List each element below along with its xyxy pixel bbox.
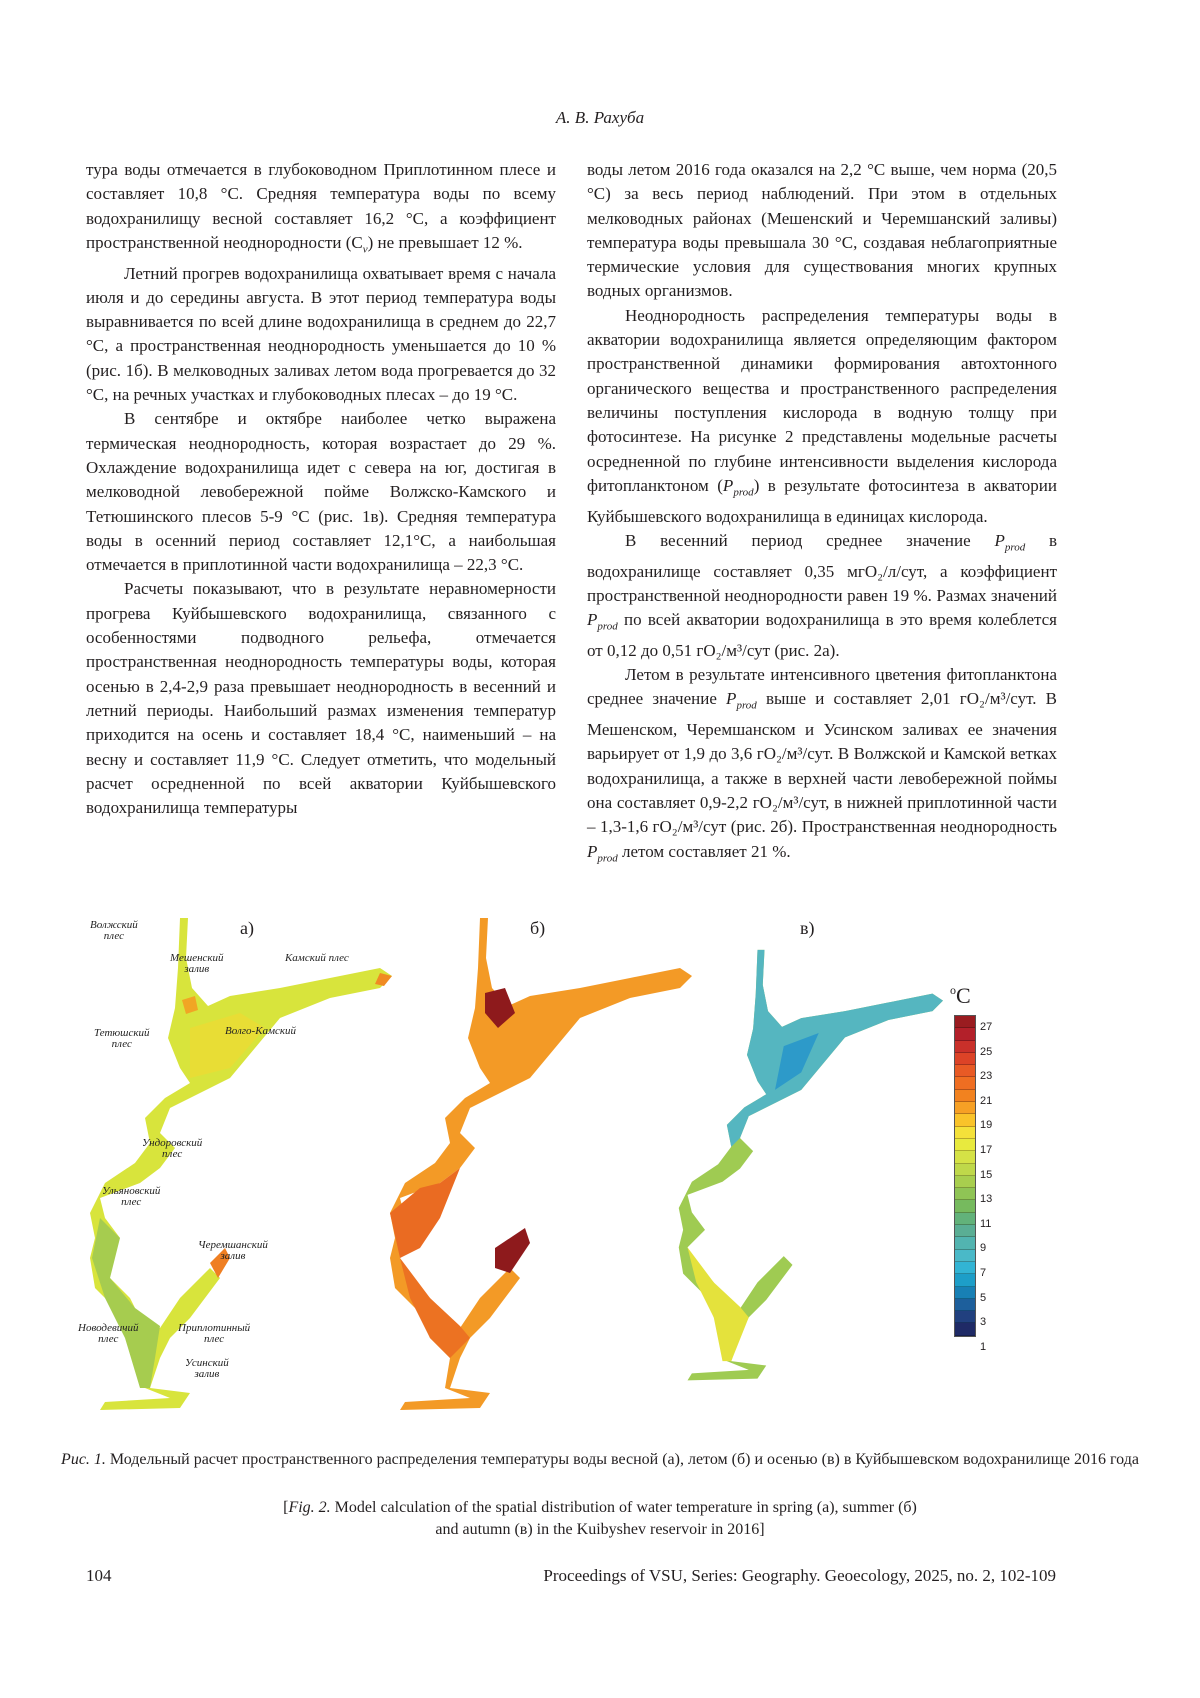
colorbar-gradient: [954, 1015, 976, 1337]
caption-text: Model calculation of the spatial distribution of water temperature in spring (а), summer (б) and autumn (в) in the Kuibyshev reservoir in 2016]: [330, 1499, 917, 1538]
map-label-cheremshansky: [198, 1240, 268, 1262]
text: ) не превышает 12 %.: [367, 232, 523, 252]
colorbar-cell: [955, 1200, 975, 1212]
text: Камский плес: [285, 952, 349, 964]
figure-caption-ru: [0, 1449, 1200, 1471]
caption-label: Fig. 2.: [288, 1499, 331, 1516]
text: по всей акватории водохранилища в это время колеблется от 0,12 до 0,51 гO₂/м³/сут (рис. 2а).: [587, 610, 1057, 660]
text: залив: [184, 963, 210, 975]
colorbar-cell: [955, 1250, 975, 1262]
text: Волжский: [90, 919, 138, 931]
colorbar-cell: [955, 1077, 975, 1089]
text: плес: [111, 1038, 132, 1050]
colorbar-tick-label: 7: [980, 1267, 987, 1279]
colorbar-cell: [955, 1151, 975, 1163]
text: выше и составляет 2,01 гO₂/м³/сут. В Мешенском, Черемшанском и Усинском заливах ее значения варьирует от 1,9 до 3,6 гO₂/м³/сут. В Волжской и Камской ветках водохранилища, а также в верхней части левобережной поймы она составляет 0,9-2,2 гO₂/м³/сут, в нижней приплотинной части – 1,3-1,6 гO₂/м³/сут (рис. 2б). Пространственная неоднородность: [587, 689, 1058, 837]
paragraph: В сентябре и октябре наиболее четко выражена термическая неоднородность, которая возрастает до 29 %. Охлаждение водохранилища идет с севера на юг, достигая в мелководной левобережной пойме Волжско-Камского и Тетюшинского плесов 5-9 °С (рис. 1в). Средняя температура воды в осенний период составляет 12,1°С, а наибольшая отмечается в приплотинной части водохранилища – 22,3 °С.: [86, 409, 556, 575]
panel-label-a: а): [240, 918, 254, 938]
symbol: P: [722, 475, 734, 495]
colorbar-cell: [955, 1065, 975, 1077]
colorbar-cell: [955, 1041, 975, 1053]
map-label-meshensky: [170, 953, 224, 975]
text: плес: [162, 1148, 183, 1160]
subscript: prod: [597, 620, 618, 633]
colorbar-tick-label: 27: [980, 1021, 993, 1033]
paragraph: [587, 529, 1057, 663]
map-panel-summer: [380, 918, 700, 1428]
paragraph: Расчеты показывают, что в результате неравномерности прогрева Куйбышевского водохранилища, связанного с особенностями подводного рельефа, отмечается пространственная неоднородность температуры воды, которая осенью в 2,4-2,9 раза превышает неоднородность в весенний и летний периоды. Наибольший размах изменения температур приходится на осень и составляет 18,4 °С, наименьший – на весну и составляет 11,9 °С. Следует отметить, что модельный расчет осредненной по всей акватории Куйбышевского водохранилища температуры: [86, 579, 556, 818]
colorbar-cell: [955, 1016, 975, 1028]
colorbar-tick-label: 15: [980, 1168, 993, 1181]
subscript: prod: [733, 486, 754, 499]
text: Летом в результате интенсивного цветения фитопланктона среднее значение: [587, 665, 1057, 709]
map-panel-spring: [80, 918, 400, 1428]
figure-caption-en: [0, 1497, 1200, 1541]
left-text-column: [86, 158, 556, 820]
map-label-priplotinny: [178, 1323, 250, 1345]
right-text-column: [587, 158, 1057, 870]
subscript: prod: [597, 851, 618, 864]
map-label-novodevichy: [78, 1323, 139, 1345]
unit-text: C: [956, 983, 971, 1008]
caption-label: Рис. 1.: [61, 1451, 106, 1468]
colorbar-cell: [955, 1287, 975, 1299]
text: летом составляет 21 %.: [617, 841, 791, 861]
journal-citation: Proceedings of VSU, Series: Geography. Geoecology, 2025, no. 2, 102-109: [543, 1566, 1056, 1585]
map-label-usinsky: [185, 1358, 229, 1380]
colorbar-cell: [955, 1114, 975, 1126]
text: Ундоровский: [142, 1137, 203, 1149]
colorbar-cell: [955, 1237, 975, 1249]
subscript: v: [362, 243, 368, 256]
colorbar-cell: [955, 1323, 975, 1335]
colorbar-tick-label: 5: [980, 1291, 987, 1304]
reservoir-map-spring: [80, 918, 400, 1428]
symbol: P: [587, 841, 598, 861]
text: Тетюшский: [94, 1027, 150, 1039]
colorbar-tick-label: 23: [980, 1070, 993, 1083]
running-head-author: А. В. Рахуба: [555, 108, 645, 127]
symbol: P: [726, 689, 737, 709]
text: плес: [103, 930, 124, 942]
text: Мешенский: [170, 952, 224, 964]
subscript: prod: [1004, 541, 1026, 554]
colorbar-cell: [955, 1102, 975, 1114]
colorbar-tick-label: 13: [980, 1193, 993, 1206]
reservoir-map-autumn: [670, 918, 950, 1428]
figure-temperature-maps: [80, 918, 1080, 1428]
colorbar-tick-label: 19: [980, 1119, 993, 1132]
degree-symbol: o: [950, 983, 956, 997]
paragraph: воды летом 2016 года оказался на 2,2 °С выше, чем норма (20,5 °С) за весь период наблюдений. При этом в отдельных мелководных районах (Мешенский и Черемшанский заливы) температура воды превышала 30 °С, создавая неблагоприятные термические условия для существования многих крупных водных организмов.: [587, 160, 1057, 301]
colorbar-cell: [955, 1028, 975, 1040]
colorbar-cell: [955, 1188, 975, 1200]
colorbar-cell: [955, 1139, 975, 1151]
colorbar-cell: [955, 1311, 975, 1323]
text: Новодевичий: [78, 1322, 139, 1334]
subscript: prod: [736, 699, 757, 712]
text: в водохранилище составляет 0,35 мгO₂/л/сут, а коэффициент пространственной неоднородности равен 19 %. Размах значений: [587, 530, 1058, 605]
text: плес: [203, 1333, 225, 1345]
text: Приплотинный: [178, 1322, 251, 1334]
text: Черемшанский: [198, 1239, 268, 1251]
text: Усинский: [185, 1357, 229, 1369]
symbol: P: [587, 610, 598, 630]
page-number: 104: [86, 1566, 112, 1585]
colorbar-cell: [955, 1299, 975, 1311]
map-label-undorovsky: [142, 1138, 202, 1160]
text: ) в результате фотосинтеза в акватории Куйбышевского водохранилища в единицах кислорода.: [587, 475, 1057, 526]
panel-label-b: б): [530, 918, 546, 938]
paragraph: Летний прогрев водохранилища охватывает время с начала июля и до середины августа. В этот период температура воды выравнивается по всей длине водохранилища в среднем до 22,7 °С, а пространственная неоднородность уменьшается до 10 % (рис. 1б). В мелководных заливах летом вода прогревается до 32 °С, на речных участках и глубоководных плесах – до 19 °С.: [86, 263, 556, 405]
colorbar-cell: [955, 1274, 975, 1286]
text: плес: [98, 1333, 119, 1345]
map-label-tetyushsky: [94, 1028, 150, 1050]
text: Волго-Камский: [225, 1025, 297, 1037]
text: В весенний период среднее значение: [625, 530, 995, 550]
colorbar-tick-label: 9: [980, 1242, 987, 1255]
text: залив: [194, 1368, 220, 1380]
colorbar-tick-label: 11: [980, 1217, 992, 1230]
map-label-volzhsky: [90, 920, 138, 942]
reservoir-map-summer: [380, 918, 700, 1428]
caption-text: Модельный расчет пространственного распределения температуры воды весной (а), летом (б) и осенью (в) в Куйбышевском водохранилище 2016 года: [105, 1451, 1139, 1468]
paragraph: [587, 304, 1057, 529]
paragraph: [86, 158, 556, 262]
colorbar-cell: [955, 1127, 975, 1139]
colorbar-tick-label: 25: [980, 1045, 993, 1058]
map-panel-autumn: [670, 918, 950, 1428]
colorbar-tick-label: 21: [980, 1094, 993, 1107]
colorbar-tick-label: 1: [980, 1340, 987, 1353]
text: тура воды отмечается в глубоководном Приплотинном плесе и составляет 10,8 °С. Средняя температура воды по всему водохранилищу весной составляет 16,2 °С, а коэффициент пространственной неоднородности (C: [86, 160, 556, 252]
colorbar-cell: [955, 1090, 975, 1102]
text: Неоднородность распределения температуры воды в акватории водохранилища является определяющим фактором пространственной динамики формирования автохтонного органического вещества и пространственного распределения величины поступления кислорода в водную толщу при фотосинтезе. На рисунке 2 представлены модельные расчеты осредненной по глубине интенсивности выделения кислорода фитопланктоном (: [587, 305, 1057, 495]
symbol: P: [994, 530, 1005, 550]
map-label-kamsky: [285, 953, 349, 964]
colorbar-cell: [955, 1164, 975, 1176]
text: Ульяновский: [102, 1185, 161, 1197]
text: плес: [121, 1196, 142, 1208]
panel-label-c: в): [800, 918, 815, 938]
map-label-volgo-kamsky: [225, 1026, 296, 1037]
colorbar-unit: [950, 983, 971, 1009]
colorbar-cell: [955, 1213, 975, 1225]
text: залив: [220, 1250, 246, 1262]
colorbar-cell: [955, 1262, 975, 1274]
paragraph: [587, 663, 1057, 870]
colorbar-cell: [955, 1225, 975, 1237]
colorbar-tick-label: 17: [980, 1144, 993, 1156]
colorbar-cell: [955, 1053, 975, 1065]
bracket: [: [283, 1499, 289, 1516]
colorbar-tick-label: 3: [980, 1316, 987, 1329]
map-label-ulyanovsky: [102, 1186, 160, 1208]
colorbar-cell: [955, 1176, 975, 1188]
